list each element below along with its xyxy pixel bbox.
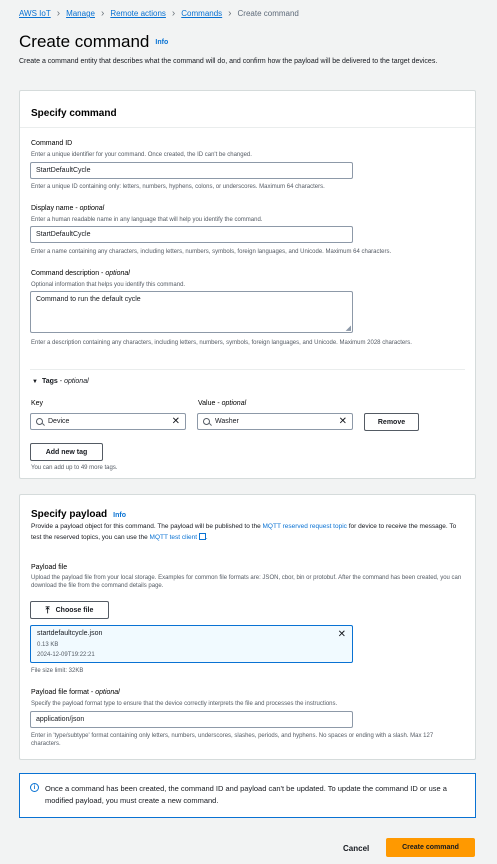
payload-description: Provide a payload object for this command. The payload will be published to the MQTT reserved request topic for device to receive the message. To test the reserved topics, you can use the MQTT test client . (31, 523, 457, 541)
search-icon (36, 418, 43, 425)
chevron-right-icon: › (228, 7, 232, 19)
payload-file-description: Upload the payload file from your local storage. Examples for common file formats are: JSON, cbor, bin or protobuf. After the command has been created, you can download the file from the command details page. (31, 575, 462, 589)
payload-format-description: Specify the payload format type to ensure that the device correctly interprets the file and processes the instructions. (31, 701, 338, 707)
tag-value-input[interactable] (197, 413, 353, 430)
add-new-tag-button[interactable]: Add new tag (30, 443, 103, 461)
payload-format-constraint: Enter in 'type/subtype' format containing only letters, numbers, underscores, slashes, periods, and hyphens. No spaces or ending with a slash. Max 127 characters. (31, 733, 434, 747)
page-description: Create a command entity that describes what the command will do, and confirm how the payload will be delivered to the target devices. (19, 58, 438, 65)
command-id-input[interactable] (30, 162, 353, 179)
command-id-value: StartDefaultCycle (36, 167, 91, 174)
tags-toggle[interactable]: ▼ Tags - optional (32, 378, 89, 385)
mqtt-test-client-link[interactable]: MQTT test client (149, 534, 198, 541)
display-name-label: Display name - optional (31, 205, 105, 212)
display-name-description: Enter a human readable name in any language that will help you identify the command. (31, 217, 263, 223)
display-name-input[interactable] (30, 226, 353, 243)
payload-format-optional: optional (95, 689, 120, 696)
tags-heading: Tags (41, 378, 58, 385)
specify-command-heading: Specify command (31, 108, 117, 119)
breadcrumb-commands[interactable]: Commands (181, 9, 223, 18)
breadcrumb-current: Create command (237, 9, 299, 18)
mqtt-reserved-topic-link[interactable]: MQTT reserved request topic (262, 523, 347, 530)
command-id-constraint: Enter a unique ID containing only: letters, numbers, hyphens, colons, or underscores. Maximum 64 characters. (31, 184, 325, 190)
payload-file-label: Payload file (31, 564, 68, 571)
tag-key-value: Device (48, 418, 70, 425)
external-link-icon (199, 533, 206, 540)
clear-icon[interactable]: ✕ (171, 415, 180, 427)
command-description-textarea[interactable] (30, 291, 353, 333)
payload-format-value: application/json (36, 716, 85, 723)
file-size-limit: File size limit: 32KB (31, 668, 84, 674)
resize-handle-icon[interactable]: ◢ (345, 325, 351, 332)
breadcrumb-manage[interactable]: Manage (66, 9, 95, 18)
file-size: 0.13 KB (37, 642, 59, 648)
info-alert (19, 773, 476, 818)
selected-file-card (30, 625, 353, 663)
tag-key-input[interactable] (30, 413, 186, 430)
chevron-right-icon: › (100, 7, 105, 19)
file-name: startdefaultcycle.json (37, 630, 103, 637)
search-icon (203, 418, 210, 425)
specify-command-header (20, 91, 475, 128)
create-command-button[interactable]: Create command (386, 838, 475, 857)
tag-value-label: Value - optional (198, 400, 247, 407)
display-name-value: StartDefaultCycle (36, 231, 91, 238)
chevron-right-icon: › (56, 7, 61, 19)
command-description-label: Command description - optional (31, 270, 130, 277)
payload-format-label: Payload file format - optional (31, 689, 120, 696)
upload-icon: ⤒ (45, 604, 50, 615)
command-id-label: Command ID (31, 140, 73, 147)
info-circle-icon: i (30, 783, 39, 792)
command-description-label-text: Command description (31, 270, 100, 277)
command-id-description: Enter a unique identifier for your command. Once created, the ID can't be changed. (31, 152, 252, 158)
tag-value-optional: optional (221, 400, 247, 407)
remove-tag-button[interactable]: Remove (364, 413, 419, 431)
info-link[interactable]: Info (155, 39, 169, 47)
payload-format-label-text: Payload file format (31, 689, 89, 696)
tag-value-label-text: Value (198, 400, 216, 407)
payload-format-input[interactable] (30, 711, 353, 728)
caret-down-icon: ▼ (32, 378, 38, 385)
display-name-label-text: Display name (31, 205, 74, 212)
payload-description-text: Provide a payload object for this command. The payload will be published to the (31, 523, 261, 530)
alert-text: Once a command has been created, the command ID and payload can't be updated. To update the command ID or use a modified payload, you must create a new command. (45, 784, 447, 805)
choose-file-button[interactable] (30, 601, 109, 619)
page-title: Create command (19, 32, 150, 51)
breadcrumb-remote-actions[interactable]: Remote actions (110, 9, 166, 18)
chevron-right-icon: › (171, 7, 176, 19)
file-date: 2024-12-09T19:22:21 (37, 652, 95, 658)
choose-file-label: Choose file (55, 606, 94, 614)
tag-key-label: Key (31, 400, 44, 407)
specify-payload-heading-row (31, 509, 126, 520)
tags-limit-text: You can add up to 49 more tags. (31, 465, 118, 471)
display-name-constraint: Enter a name containing any characters, including letters, numbers, symbols, foreign languages, and Unicode. Maximum 64 characters. (31, 249, 392, 255)
command-description-hint: Optional information that helps you identify this command. (31, 282, 186, 288)
payload-description-text-2: for device to receive the message. To test the reserved topics, you can use the (31, 523, 457, 541)
tags-divider (30, 369, 465, 370)
tags-optional: optional (64, 378, 89, 385)
command-description-optional: optional (105, 270, 130, 277)
page-title-row (19, 32, 168, 52)
clear-icon[interactable]: ✕ (338, 415, 347, 427)
tag-value-value: Washer (215, 418, 239, 425)
breadcrumb (19, 9, 299, 18)
specify-payload-heading: Specify payload (31, 509, 108, 520)
dismiss-file-icon[interactable]: ✕ (337, 629, 346, 640)
payload-info-link[interactable]: Info (113, 512, 126, 519)
breadcrumb-aws-iot[interactable]: AWS IoT (19, 9, 51, 18)
display-name-optional: optional (79, 205, 105, 212)
command-description-value: Command to run the default cycle (36, 296, 141, 303)
cancel-button[interactable]: Cancel (343, 844, 370, 853)
command-description-constraint: Enter a description containing any characters, including letters, numbers, symbols, foreign languages, and Unicode. Maximum 2028 characters. (31, 340, 412, 346)
